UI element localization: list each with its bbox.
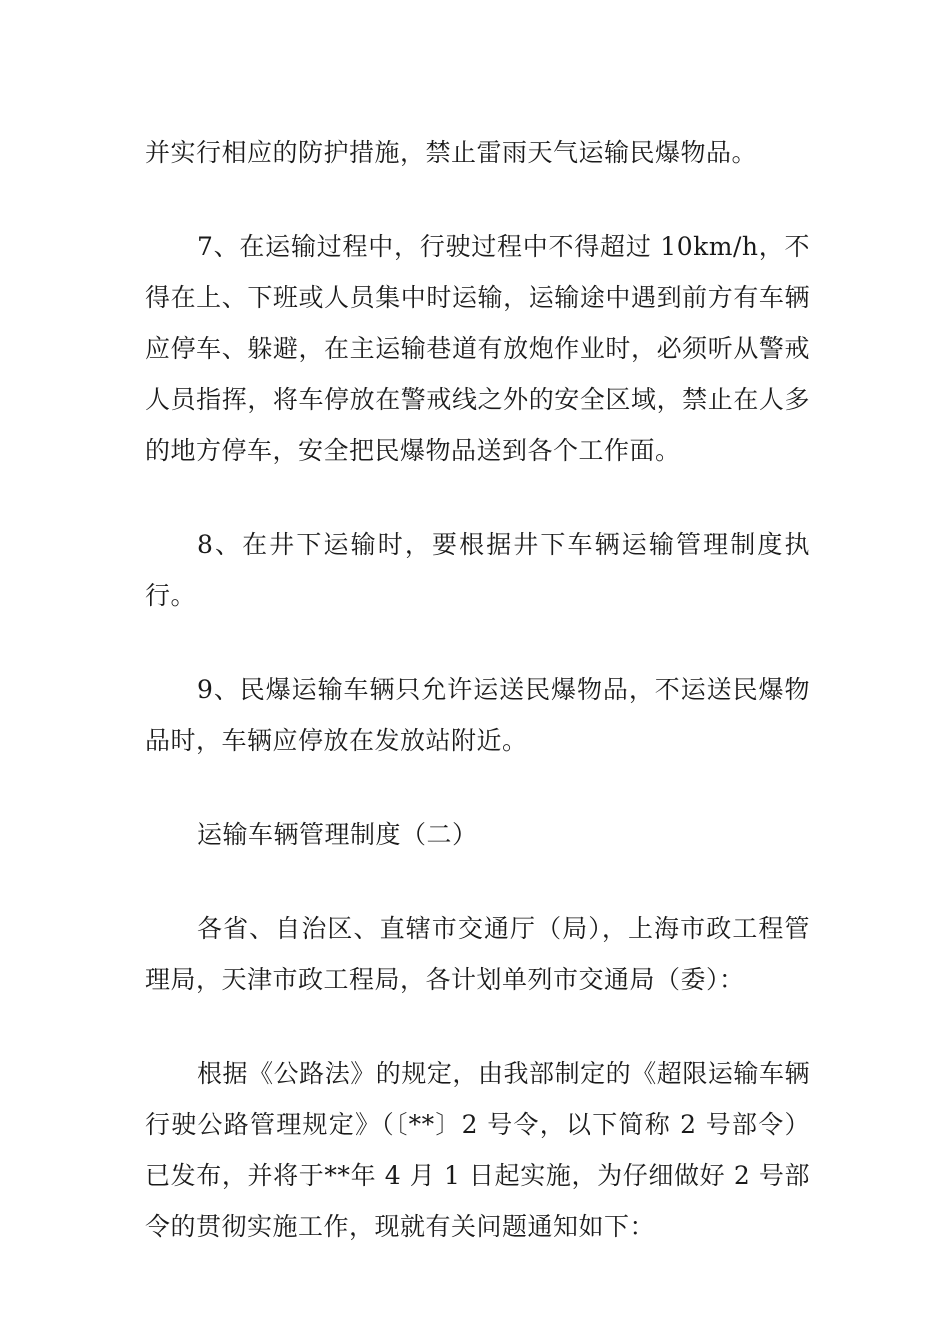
paragraph-gap — [145, 178, 810, 221]
section-heading: 运输车辆管理制度（二） — [197, 820, 478, 849]
paragraph-gap — [145, 860, 810, 903]
paragraph-item-8: 8、在井下运输时，要根据井下车辆运输管理制度执行。 — [145, 530, 810, 610]
paragraph-gap — [145, 1005, 810, 1048]
paragraph-gap — [145, 476, 810, 519]
paragraph-gap — [145, 621, 810, 664]
paragraph-notice-intro: 根据《公路法》的规定，由我部制定的《超限运输车辆行驶公路管理规定》（〔**〕2 号令，以下简称 2 号部令）已发布，并将于**年 4 月 1 日起实施，为仔细做好 2 号部令的贯彻实施工作，现就有关问题通知如下： — [145, 1059, 810, 1241]
paragraph-continuation: 并实行相应的防护措施，禁止雷雨天气运输民爆物品。 — [145, 138, 758, 167]
paragraph-gap — [145, 766, 810, 809]
document-body — [145, 127, 810, 1252]
paragraph-addressees: 各省、自治区、直辖市交通厅（局），上海市政工程管理局，天津市政工程局，各计划单列市交通局（委）： — [145, 914, 810, 994]
paragraph-item-7: 7、在运输过程中，行驶过程中不得超过 10km/h，不得在上、下班或人员集中时运输，运输途中遇到前方有车辆应停车、躲避，在主运输巷道有放炮作业时，必须听从警戒人员指挥，将车停放在警戒线之外的安全区域，禁止在人多的地方停车，安全把民爆物品送到各个工作面。 — [145, 232, 810, 465]
paragraph-item-9: 9、民爆运输车辆只允许运送民爆物品，不运送民爆物品时，车辆应停放在发放站附近。 — [145, 675, 810, 755]
